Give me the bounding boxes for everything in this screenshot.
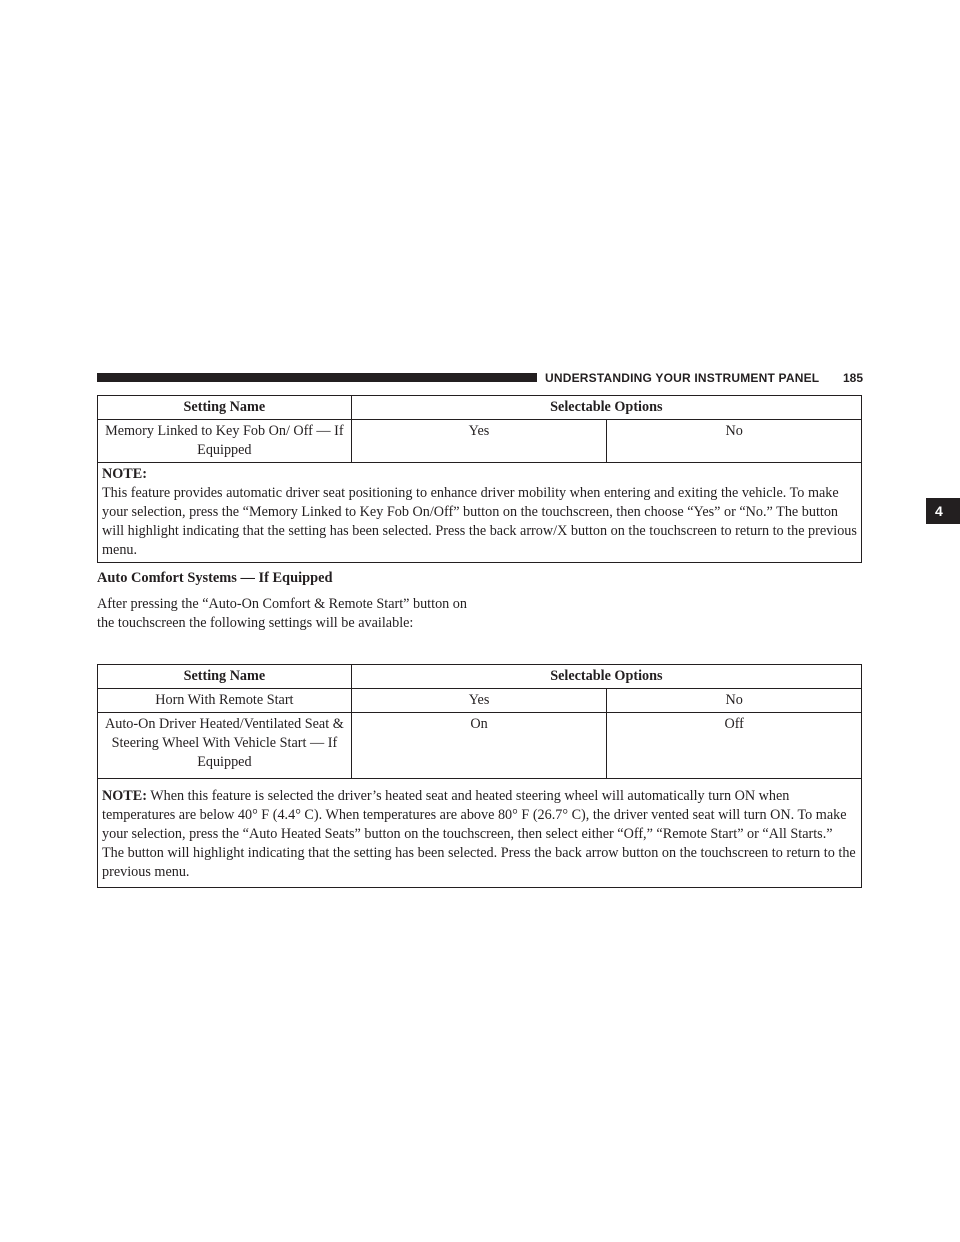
note-row [98, 463, 862, 563]
option-cell: No [607, 689, 862, 713]
option-cell: Off [607, 713, 862, 779]
table-row [98, 420, 862, 463]
setting-name-cell: Memory Linked to Key Fob On/ Off — If Equipped [98, 420, 352, 463]
page-number: 185 [843, 371, 864, 385]
column-header-setting-name: Setting Name [98, 665, 352, 689]
section-heading: Auto Comfort Systems — If Equipped [97, 570, 333, 586]
header-rule [97, 373, 537, 382]
setting-name-cell: Auto-On Driver Heated/Ventilated Seat & Steering Wheel With Vehicle Start — If Equipped [98, 713, 352, 779]
note-row [98, 779, 862, 888]
column-header-selectable-options: Selectable Options [351, 665, 861, 689]
column-header-selectable-options: Selectable Options [351, 396, 861, 420]
note-label: NOTE: [102, 788, 147, 804]
table-row [98, 713, 862, 779]
option-cell: No [607, 420, 862, 463]
note-cell [98, 463, 862, 563]
setting-name-cell: Horn With Remote Start [98, 689, 352, 713]
note-text: When this feature is selected the driver’s heated seat and heated steering wheel will automatically turn ON when temperatures are below 40° F (4.4° C). When temperatures are above 80° F (26.7° C), the driver vented seat will turn ON. To make your selection, press the “Auto Heated Seats” button on the touchscreen, then select either “Off,” “Remote Start” or “All Starts.” The button will highlight indicating that the setting has been selected. Press the back arrow button on the touchscreen to return to the previous menu. [102, 788, 856, 880]
body-paragraph: After pressing the “Auto-On Comfort & Remote Start” button on the touchscreen the following settings will be available: [97, 596, 467, 631]
option-cell: Yes [351, 420, 607, 463]
table-header-row [98, 665, 862, 689]
auto-comfort-settings-table [97, 664, 862, 888]
option-cell: On [351, 713, 607, 779]
option-cell: Yes [351, 689, 607, 713]
note-cell [98, 779, 862, 888]
memory-settings-table [97, 395, 862, 563]
chapter-tab: 4 [926, 498, 960, 524]
table-row [98, 689, 862, 713]
note-text: This feature provides automatic driver seat positioning to enhance driver mobility when entering and exiting the vehicle. To make your selection, press the “Memory Linked to Key Fob On/Off” button on the touchscreen, then choose “Yes” or “No.” The button will highlight indicating that the setting has been selected. Press the back arrow/X button on the touchscreen to return to the previous menu. [102, 485, 857, 558]
note-label: NOTE: [102, 466, 147, 482]
table-header-row [98, 396, 862, 420]
running-header-title: UNDERSTANDING YOUR INSTRUMENT PANEL [545, 371, 820, 385]
column-header-setting-name: Setting Name [98, 396, 352, 420]
